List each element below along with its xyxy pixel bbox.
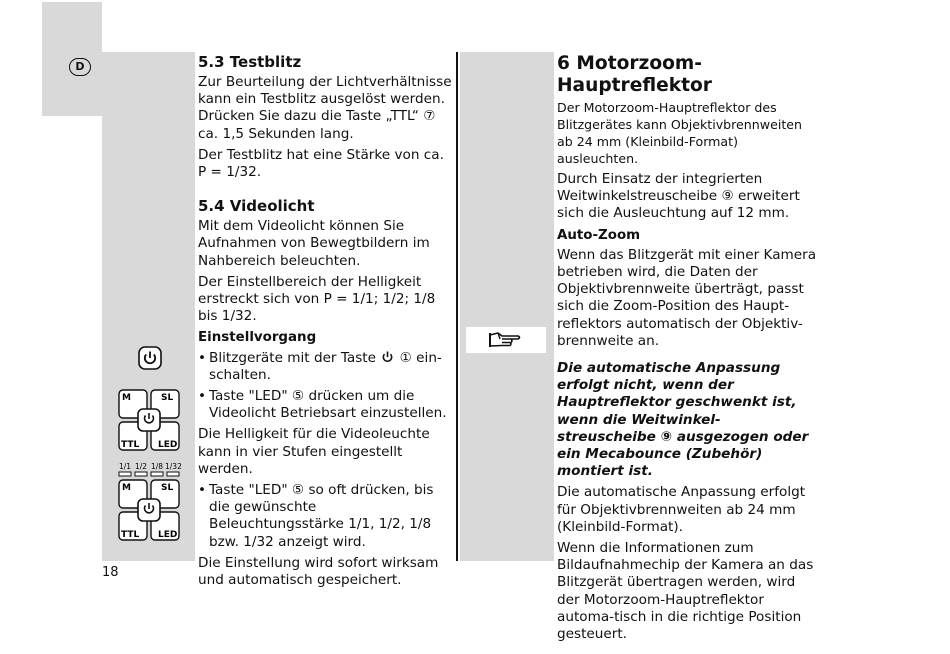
control-panel-level-icon [118, 479, 180, 541]
section-title-testblitz: 5.3 Testblitz [198, 53, 302, 71]
chapter-title: 6 Motorzoom-Hauptreflektor [557, 53, 712, 96]
mode-led-label: LED [158, 440, 178, 450]
mode-led-label: LED [158, 530, 178, 540]
mode-sl-label: SL [161, 483, 174, 493]
power-button-icon [138, 346, 162, 370]
note-box [466, 327, 546, 353]
mode-m-label: M [122, 483, 131, 493]
note-text: Die automatische Anpassung erfolgt nicht, wenn der Hauptreflektor geschwenkt ist, wenn die Weitwinkel-streuscheibe ⑨ ausgezogen oder ein Mecabounce (Zubehör) montiert ist. [557, 360, 809, 480]
level-label: 1/8 [151, 462, 164, 471]
paragraph: Der Einstellbereich der Helligkeit erstreckt sich von P = 1/1; 1/2; 1/8 bis 1/32. [198, 273, 436, 325]
paragraph: Die automatische Anpassung erfolgt für Objektivbrennweiten ab 24 mm (Kleinbild-Format). [557, 484, 806, 535]
mode-m-label: M [122, 393, 131, 403]
level-label: 1/1 [119, 462, 132, 471]
column-divider [456, 52, 458, 561]
control-panel-led-mode-icon [118, 389, 180, 451]
subheading-einstellvorgang: Einstellvorgang [198, 330, 317, 346]
page-number: 18 [102, 565, 119, 580]
power-icon [380, 350, 395, 364]
level-label: 1/32 [165, 462, 182, 471]
paragraph: Der Testblitz hat eine Stärke von ca. P = 1/32. [198, 146, 444, 181]
section-title-videolicht: 5.4 Videolicht [198, 197, 315, 216]
left-column [198, 53, 454, 593]
mode-ttl-label: TTL [121, 440, 140, 450]
list-item: • Blitzgeräte mit der Taste ① ein-schalten. [198, 349, 442, 383]
right-column [557, 53, 819, 647]
paragraph: Mit dem Videolicht können Sie Aufnahmen von Bewegtbildern im Nahbereich beleuchten. [198, 218, 430, 269]
brightness-levels-indicator [118, 461, 182, 479]
paragraph: Die Einstellung wird sofort wirksam und automatisch gespeichert. [198, 554, 439, 589]
paragraph: Zur Beurteilung der Lichtverhältnisse kann ein Testblitz ausgelöst werden. Drücken Sie dazu die Taste „TTL“ ⑦ ca. 1,5 Sekunden lang. [198, 74, 452, 142]
bullet-text: ① ein-schalten. [209, 349, 442, 383]
middle-gutter-bar [460, 52, 554, 561]
list-item: • Taste "LED" ⑤ so oft drücken, bis die gewünschte Beleuchtungsstärke 1/1, 1/2, 1/8 bzw. 1/32 anzeigt wird. [198, 482, 454, 551]
pointing-hand-icon [466, 327, 546, 353]
list-item: • Taste "LED" ⑤ drücken um die Videolicht Betriebsart einzustellen. [198, 388, 454, 422]
subheading-auto-zoom: Auto-Zoom [557, 227, 641, 243]
lead-paragraph: Der Motorzoom-Hauptreflektor des Blitzgerätes kann Objektivbrennweiten ab 24 mm (Kleinbild-Format) ausleuchten. [557, 100, 802, 166]
language-badge: D [69, 58, 91, 76]
bullet-text: Taste "LED" ⑤ drücken um die Videolicht Betriebsart einzustellen. [209, 388, 447, 422]
paragraph: Wenn das Blitzgerät mit einer Kamera betrieben wird, die Daten der Objektivbrennweite überträgt, passt sich die Zoom-Position des Haupt-reflektors automatisch der Objektiv-brennweite an. [557, 246, 817, 349]
mode-sl-label: SL [161, 393, 174, 403]
mode-ttl-label: TTL [121, 530, 140, 540]
bullet-text: Taste "LED" ⑤ so oft drücken, bis die gewünschte Beleuchtungsstärke 1/1, 1/2, 1/8 bzw. 1/32 anzeigt wird. [209, 482, 434, 550]
bullet-text: Blitzgeräte mit der Taste [209, 349, 377, 366]
paragraph: Wenn die Informationen zum Bildaufnahmechip der Kamera an das Blitzgerät übertragen werden, wird der Motorzoom-Hauptreflektor automa-tisch in die richtige Position gesteuert. [557, 540, 814, 643]
paragraph: Durch Einsatz der integrierten Weitwinkelstreuscheibe ⑨ erweitert sich die Ausleuchtung auf 12 mm. [557, 171, 800, 222]
level-label: 1/2 [135, 462, 148, 471]
paragraph: Die Helligkeit für die Videoleuchte kann in vier Stufen eingestellt werden. [198, 426, 430, 477]
